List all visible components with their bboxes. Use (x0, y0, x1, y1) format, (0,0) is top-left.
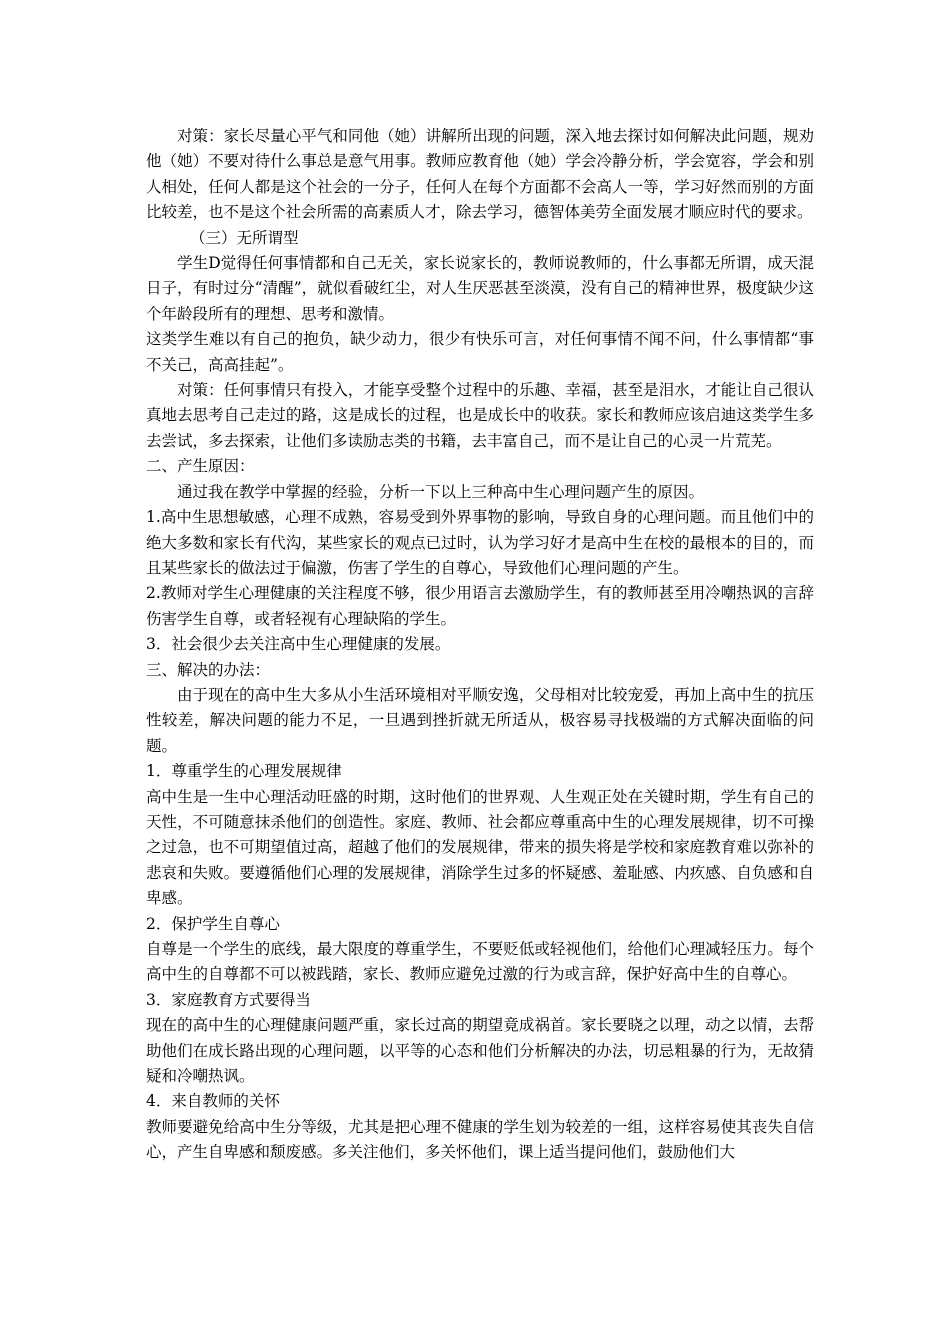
section-heading-solutions: 三、解决的办法： (146, 660, 271, 679)
subheading-solution-3: 3．家庭教育方式要得当 (146, 990, 311, 1009)
paragraph-student-d: 学生D觉得任何事情都和自己无关，家长说家长的，教师说教师的，什么事都无所谓，成天混日子，有时过分“清醒”，就似看破红尘，对人生厌恶甚至淡漠，没有自己的精神世界，极度缺少这个年龄段所有的理想、思考和激情。 (146, 254, 814, 323)
paragraph-solution-3: 现在的高中生的心理健康问题严重，家长过高的期望竟成祸首。家长要晓之以理，动之以情，去帮助他们在成长路出现的心理问题，以平等的心态和他们分析解决的办法，切忌粗暴的行为，无故猜疑和冷嘲热讽。 (146, 1016, 814, 1086)
subheading-solution-2: 2．保护学生自尊心 (146, 914, 280, 933)
paragraph-countermeasure-1: 对策：家长尽量心平气和同他（她）讲解所出现的问题，深入地去探讨如何解决此问题，规劝他（她）不要对待什么事总是意气用事。教师应教育他（她）学会冷静分析，学会宽容，学会和别人相处，任何人都是这个社会的一分子，任何人在每个方面都不会高人一等，学习好然而别的方面比较差，也不是这个社会所需的高素质人才，除去学习，德智体美劳全面发展才顺应时代的要求。 (146, 127, 814, 222)
subheading-solution-4: 4．来自教师的关怀 (146, 1092, 280, 1111)
section-heading-causes: 二、产生原因： (146, 457, 255, 476)
paragraph-solution-1: 高中生是一生中心理活动旺盛的时期，这时他们的世界观、人生观正处在关键时期，学生有自己的天性，不可随意抹杀他们的创造性。家庭、教师、社会都应尊重高中生的心理发展规律，切不可操之过急，也不可期望值过高，超越了他们的发展规律，带来的损失将是学校和家庭教育难以弥补的悲哀和失败。要遵循他们心理的发展规律，消除学生过多的怀疑感、羞耻感、内疚感、自负感和自卑感。 (146, 787, 814, 908)
paragraph-cause-2: 2.教师对学生心理健康的关注程度不够，很少用语言去激励学生，有的教师甚至用冷嘲热讽的言辞伤害学生自尊，或者轻视有心理缺陷的学生。 (146, 584, 814, 628)
paragraph-student-type-description: 这类学生难以有自己的抱负，缺少动力，很少有快乐可言，对任何事情不闻不问，什么事情都“事不关己，高高挂起”。 (146, 330, 814, 374)
paragraph-solution-4: 教师要避免给高中生分等级，尤其是把心理不健康的学生划为较差的一组，这样容易使其丧失自信心，产生自卑感和颓废感。多关注他们，多关怀他们，课上适当提问他们，鼓励他们大 (146, 1117, 814, 1162)
section-heading-indifferent-type: （三）无所谓型 (190, 228, 299, 247)
paragraph-cause-1: 1.高中生思想敏感，心理不成熟，容易受到外界事物的影响，导致自身的心理问题。而且他们中的绝大多数和家长有代沟，某些家长的观点已过时，认为学习好才是高中生在校的最根本的目的，而且某些家长的做法过于偏激，伤害了学生的自尊心，导致他们心理问题的产生。 (146, 508, 814, 577)
paragraph-causes-intro: 通过我在教学中掌握的经验，分析一下以上三种高中生心理问题产生的原因。 (177, 482, 705, 501)
paragraph-cause-3: 3．社会很少去关注高中生心理健康的发展。 (146, 635, 451, 654)
paragraph-solution-2: 自尊是一个学生的底线，最大限度的尊重学生，不要贬低或轻视他们，给他们心理减轻压力。每个高中生的自尊都不可以被践踏，家长、教师应避免过激的行为或言辞，保护好高中生的自尊心。 (146, 940, 814, 984)
subheading-solution-1: 1．尊重学生的心理发展规律 (146, 762, 342, 781)
paragraph-countermeasure-2: 对策：任何事情只有投入，才能享受整个过程中的乐趣、幸福，甚至是泪水，才能让自己很认真地去思考自己走过的路，这是成长的过程，也是成长中的收获。家长和教师应该启迪这类学生多去尝试，多去探索，让他们多读励志类的书籍，去丰富自己，而不是让自己的心灵一片荒芜。 (146, 381, 814, 450)
document-body (146, 124, 814, 1166)
paragraph-solutions-intro: 由于现在的高中生大多从小生活环境相对平顺安逸，父母相对比较宠爱，再加上高中生的抗压性较差，解决问题的能力不足，一旦遇到挫折就无所适从，极容易寻找极端的方式解决面临的问题。 (146, 685, 814, 755)
